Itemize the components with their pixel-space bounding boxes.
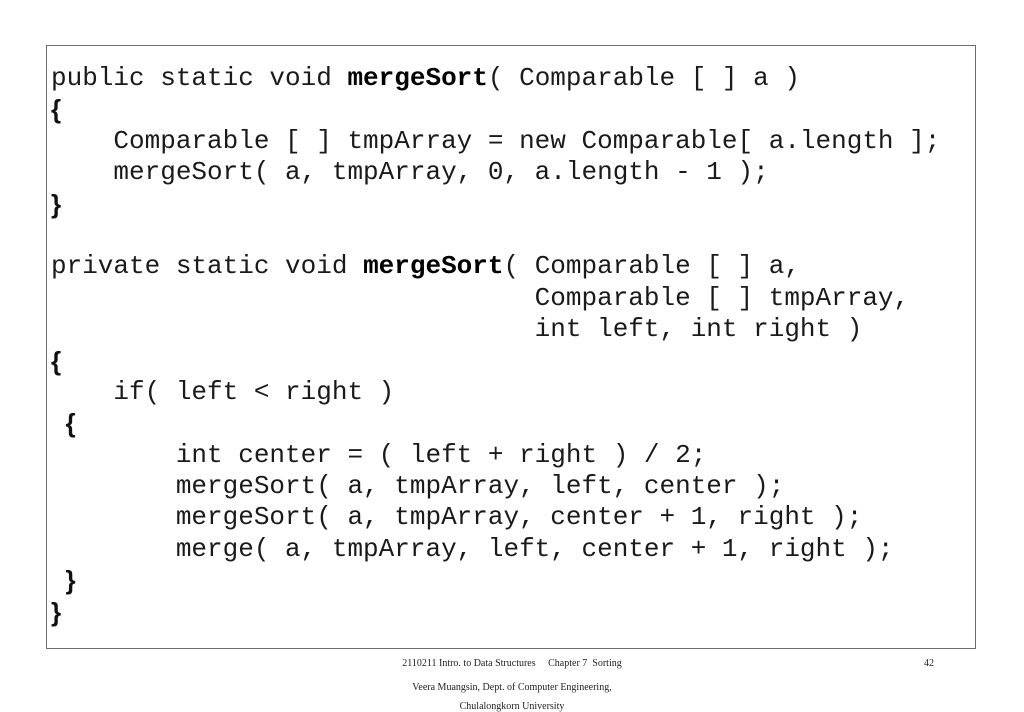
method-name-merge-sort: mergeSort (363, 251, 504, 282)
code-line-merge-call: mergeSort( a, tmpArray, 0, a.length - 1 ); (51, 157, 769, 188)
code-line-center: int center = ( left + right ) / 2; (51, 439, 707, 470)
code-line-private-signature (51, 251, 940, 282)
code-line-merge: merge( a, tmpArray, left, center + 1, right ); (51, 533, 894, 564)
footer-author-line: Veera Muangsin, Dept. of Computer Engineering, (412, 682, 612, 693)
footer-course-line: 2110211 Intro. to Data Structures Chapter 7 Sorting (402, 658, 622, 669)
code-open-brace: { (51, 408, 76, 439)
footer-university-line: Chulalongkorn University (459, 701, 565, 712)
code-close-brace: } (51, 565, 76, 596)
method-name-merge-sort: mergeSort (347, 63, 488, 93)
code-line-if-condition: if( left < right ) (51, 376, 395, 407)
code-open-brace: { (51, 345, 62, 376)
code-open-brace: { (51, 94, 62, 125)
code-close-brace: } (51, 596, 62, 627)
code-line-param-left-right: int left, int right ) (51, 314, 863, 345)
code-signature-suffix: ( Comparable [ ] a, (503, 251, 800, 282)
code-signature-prefix: private static void (51, 251, 364, 282)
code-listing (51, 63, 940, 628)
code-line-recursive-left: mergeSort( a, tmpArray, left, center ); (51, 471, 785, 502)
code-line-tmp-array: Comparable [ ] tmpArray = new Comparable[ a.length ]; (51, 125, 941, 156)
code-line-param-tmp-array: Comparable [ ] tmpArray, (51, 282, 910, 313)
code-signature-suffix: ( Comparable [ ] a ) (487, 63, 800, 93)
code-line-recursive-right: mergeSort( a, tmpArray, center + 1, right ); (51, 502, 863, 533)
slide-number: 42 (924, 658, 934, 669)
code-signature-prefix: public static void (51, 63, 348, 93)
code-line-public-signature (51, 63, 940, 94)
code-blank-line (51, 220, 940, 251)
code-close-brace: } (51, 188, 62, 219)
code-panel (46, 45, 976, 649)
